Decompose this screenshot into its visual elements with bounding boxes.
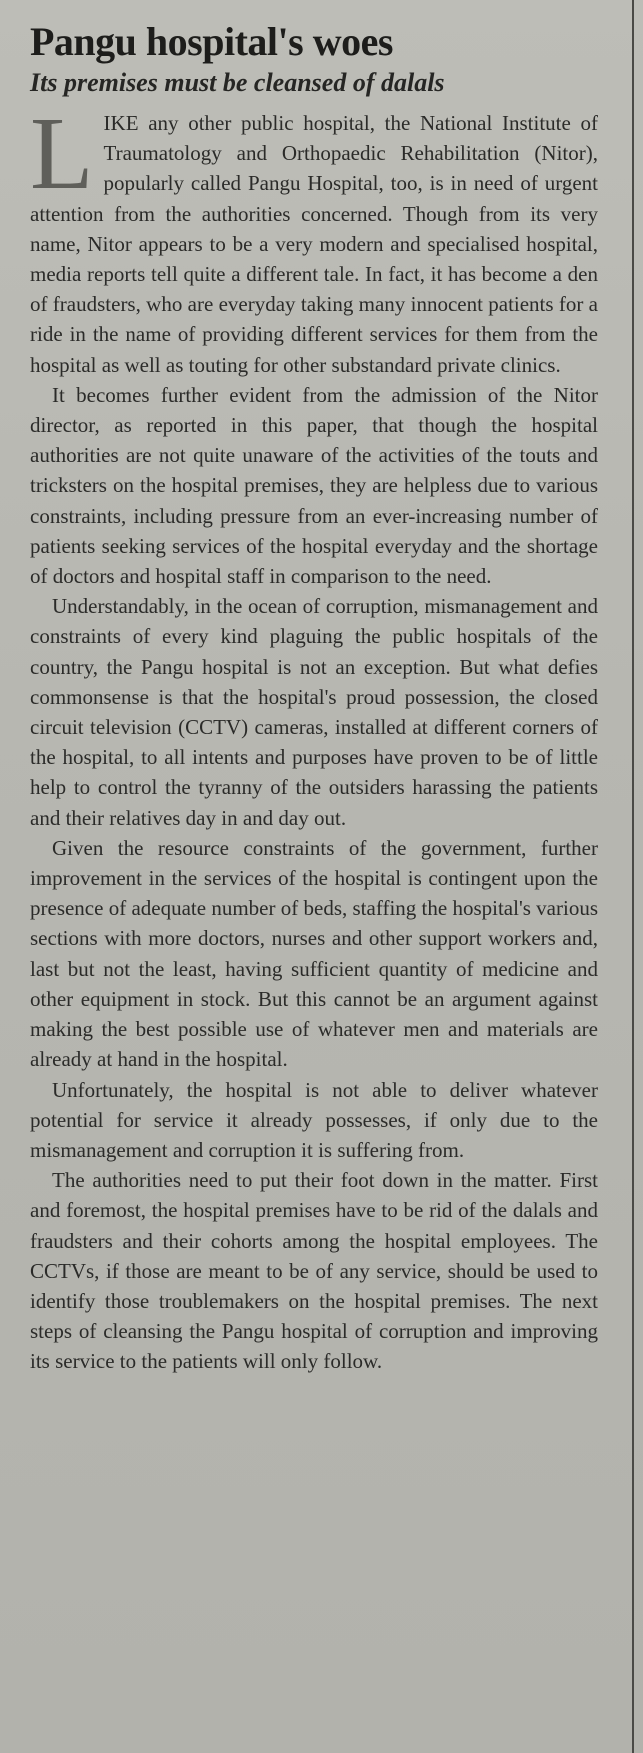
paragraph-3: Understandably, in the ocean of corruption, mismanagement and constraints of every kind plaguing the public hospitals of the country, the Pangu hospital is not an exception. But what defies commonsense is that the hospital's proud possession, the closed circuit television (CCTV) cameras, installed at different corners of the hospital, to all intents and purposes have proven to be of little help to control the tyranny of the outsiders harassing the patients and their relatives day in and day out.	[30, 594, 598, 830]
subheadline: Its premises must be cleansed of dalals	[30, 68, 445, 97]
editorial-column	[30, 18, 598, 1377]
paragraph-1	[30, 96, 598, 380]
paragraph-6: The authorities need to put their foot down in the matter. First and foremost, the hospital premises have to be rid of the dalals and fraudsters and their cohorts among the hospital employees. The CCTVs, if those are meant to be of any service, should be used to identify those troublemakers on the hospital premises. The next steps of cleansing the Pangu hospital of corruption and improving its service to the patients will only follow.	[30, 1168, 598, 1374]
headline: Pangu hospital's woes	[30, 19, 393, 64]
paragraph-5: Unfortunately, the hospital is not able to deliver whatever potential for service it already possesses, if only due to the mismanagement and corruption it is suffering from.	[30, 1077, 598, 1162]
article-body	[30, 96, 598, 1377]
paragraph-2: It becomes further evident from the admission of the Nitor director, as reported in this paper, that though the hospital authorities are not quite unaware of the activities of the touts and tricksters on the hospital premises, they are helpless due to various constraints, including pressure from an ever-increasing number of patients seeking services of the hospital everyday and the shortage of doctors and hospital staff in comparison to the need.	[30, 382, 598, 589]
paragraph-1-text: IKE any other public hospital, the National Institute of Traumatology and Orthopaedic Rehabilitation (Nitor), popularly called Pangu Hospital, too, is in need of urgent attention from the authorities concerned. Though from its very name, Nitor appears to be a very modern and specialised hospital, media reports tell quite a different tale. In fact, it has become a den of fraudsters, who are everyday taking many innocent patients for a ride in the name of providing different services for them from the hospital as well as touting for other substandard private clinics.	[30, 111, 598, 377]
paragraph-4: Given the resource constraints of the government, further improvement in the services of the hospital is contingent upon the presence of adequate number of beds, staffing the hospital's various sections with more doctors, nurses and other support workers and, last but not the least, having sufficient quantity of medicine and other equipment in stock. But this cannot be an argument against making the best possible use of whatever men and materials are already at hand in the hospital.	[30, 835, 598, 1072]
column-rule	[632, 0, 634, 1753]
drop-cap: L	[30, 96, 94, 211]
